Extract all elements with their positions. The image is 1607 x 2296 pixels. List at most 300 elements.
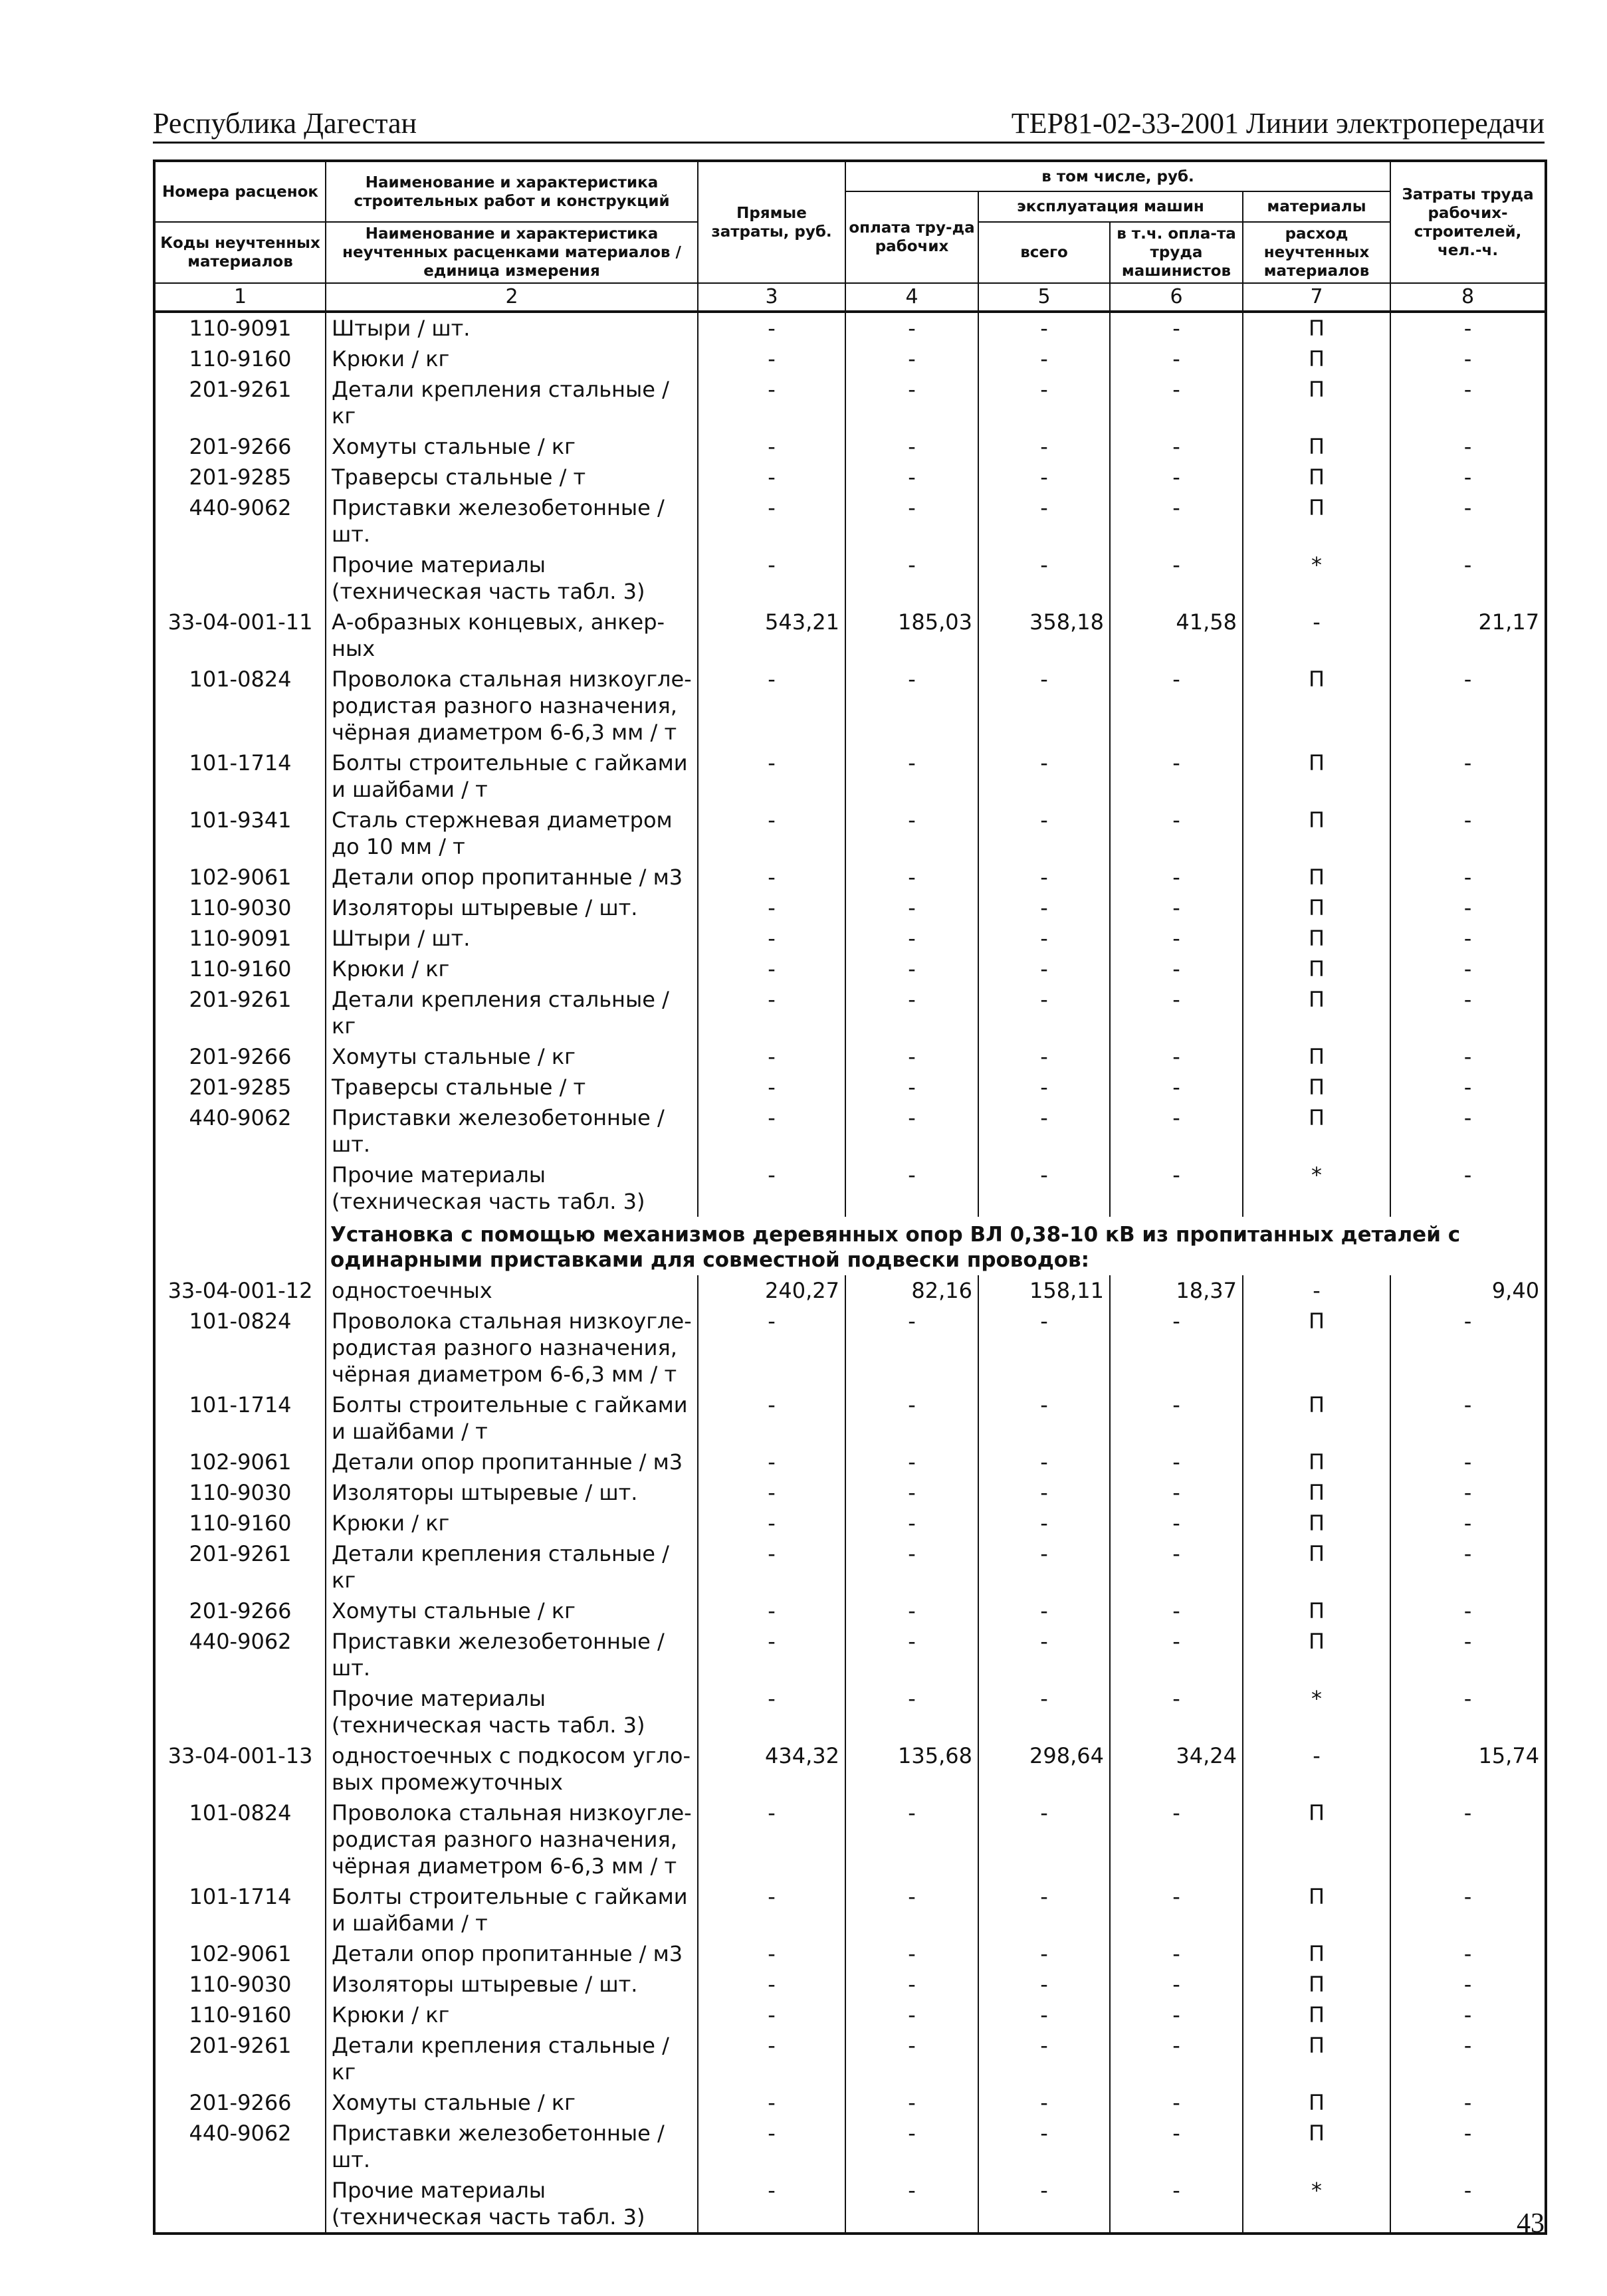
machine-cost-total: - bbox=[978, 923, 1110, 954]
material-name: Детали крепления стальные / кг bbox=[326, 984, 698, 1041]
machinist-labor-cost: - bbox=[1110, 954, 1243, 984]
page-number: 43 bbox=[1517, 2208, 1545, 2239]
labor-hours: - bbox=[1390, 1160, 1546, 1217]
machinist-labor-cost: - bbox=[1110, 1447, 1243, 1477]
machinist-labor-cost: - bbox=[1110, 664, 1243, 748]
material-name: Проволока стальная низкоугле-родистая разного назначения, чёрная диаметром 6-6,3 мм / т bbox=[326, 1306, 698, 1390]
material-name: Прочие материалы (техническая часть табл. 3) bbox=[326, 1160, 698, 1217]
material-row bbox=[154, 492, 1546, 550]
material-consumption: П bbox=[1243, 492, 1390, 550]
material-consumption: П bbox=[1243, 664, 1390, 748]
material-row bbox=[154, 1626, 1546, 1683]
machine-cost-total: - bbox=[978, 550, 1110, 607]
material-name: Траверсы стальные / т bbox=[326, 1072, 698, 1102]
material-name: Штыри / шт. bbox=[326, 923, 698, 954]
machinist-labor-cost: - bbox=[1110, 462, 1243, 492]
labor-cost: - bbox=[845, 1881, 978, 1938]
material-code: 201-9261 bbox=[154, 984, 326, 1041]
material-row bbox=[154, 954, 1546, 984]
machinist-labor-cost: - bbox=[1110, 1798, 1243, 1881]
material-name: Детали опор пропитанные / м3 bbox=[326, 1938, 698, 1969]
machinist-labor-cost: - bbox=[1110, 892, 1243, 923]
material-name: Болты строительные с гайками и шайбами / т bbox=[326, 748, 698, 805]
direct-costs: - bbox=[698, 1538, 845, 1596]
labor-cost: - bbox=[845, 1938, 978, 1969]
labor-cost: - bbox=[845, 2000, 978, 2030]
direct-costs: 240,27 bbox=[698, 1275, 845, 1306]
direct-costs: 543,21 bbox=[698, 607, 845, 664]
machinist-labor-cost: - bbox=[1110, 492, 1243, 550]
direct-costs: - bbox=[698, 1881, 845, 1938]
table-header bbox=[154, 161, 1546, 312]
labor-hours: 21,17 bbox=[1390, 607, 1546, 664]
work-name: А-образных концевых, анкер-ных bbox=[326, 607, 698, 664]
material-row bbox=[154, 1538, 1546, 1596]
machinist-labor-cost: - bbox=[1110, 2000, 1243, 2030]
material-row bbox=[154, 748, 1546, 805]
machine-cost-total: - bbox=[978, 892, 1110, 923]
labor-cost: - bbox=[845, 1390, 978, 1447]
material-row bbox=[154, 1390, 1546, 1447]
material-name: Изоляторы штыревые / шт. bbox=[326, 892, 698, 923]
material-code: 201-9266 bbox=[154, 2087, 326, 2118]
section-heading: Установка с помощью механизмов деревянных опор ВЛ 0,38-10 кВ из пропитанных деталей с одинарными приставками для совместной подвески проводов: bbox=[326, 1217, 1546, 1275]
material-code: 201-9266 bbox=[154, 431, 326, 462]
material-code: 102-9061 bbox=[154, 862, 326, 892]
material-consumption: П bbox=[1243, 1938, 1390, 1969]
material-consumption: - bbox=[1243, 1740, 1390, 1798]
labor-hours: - bbox=[1390, 1798, 1546, 1881]
material-code: 440-9062 bbox=[154, 1626, 326, 1683]
labor-hours: - bbox=[1390, 1508, 1546, 1538]
machine-cost-total: - bbox=[978, 1798, 1110, 1881]
machinist-labor-cost: 18,37 bbox=[1110, 1275, 1243, 1306]
machinist-labor-cost: - bbox=[1110, 344, 1243, 374]
material-name: Прочие материалы (техническая часть табл. 3) bbox=[326, 1683, 698, 1740]
material-row bbox=[154, 1160, 1546, 1217]
machinist-labor-cost: - bbox=[1110, 1683, 1243, 1740]
direct-costs: - bbox=[698, 1306, 845, 1390]
material-code: 440-9062 bbox=[154, 2118, 326, 2175]
material-code: 110-9030 bbox=[154, 1477, 326, 1508]
material-row bbox=[154, 1306, 1546, 1390]
material-name: Сталь стержневая диаметром до 10 мм / т bbox=[326, 805, 698, 862]
machinist-labor-cost: - bbox=[1110, 1477, 1243, 1508]
labor-hours: - bbox=[1390, 1306, 1546, 1390]
direct-costs: - bbox=[698, 1041, 845, 1072]
machinist-labor-cost: - bbox=[1110, 1538, 1243, 1596]
labor-hours: - bbox=[1390, 984, 1546, 1041]
labor-cost: - bbox=[845, 1041, 978, 1072]
header-col2-bottom: Наименование и характеристика неучтенных расценками материалов / единица измерения bbox=[326, 222, 698, 283]
labor-hours: - bbox=[1390, 2000, 1546, 2030]
labor-cost: - bbox=[845, 805, 978, 862]
material-row bbox=[154, 892, 1546, 923]
labor-cost: - bbox=[845, 892, 978, 923]
material-code: 101-1714 bbox=[154, 748, 326, 805]
material-row bbox=[154, 374, 1546, 431]
material-consumption: П bbox=[1243, 462, 1390, 492]
material-consumption: П bbox=[1243, 1969, 1390, 2000]
direct-costs: - bbox=[698, 344, 845, 374]
machinist-labor-cost: - bbox=[1110, 984, 1243, 1041]
labor-hours: - bbox=[1390, 2118, 1546, 2175]
labor-cost: - bbox=[845, 374, 978, 431]
material-code: 110-9160 bbox=[154, 344, 326, 374]
material-name: Хомуты стальные / кг bbox=[326, 431, 698, 462]
header-col2-top: Наименование и характеристика строительных работ и конструкций bbox=[326, 161, 698, 222]
column-number: 6 bbox=[1110, 283, 1243, 312]
machinist-labor-cost: - bbox=[1110, 1390, 1243, 1447]
labor-hours: - bbox=[1390, 312, 1546, 344]
labor-cost: - bbox=[845, 1306, 978, 1390]
labor-hours: - bbox=[1390, 1938, 1546, 1969]
machine-cost-total: - bbox=[978, 1072, 1110, 1102]
machinist-labor-cost: - bbox=[1110, 1102, 1243, 1160]
material-name: Крюки / кг bbox=[326, 2000, 698, 2030]
material-code: 201-9266 bbox=[154, 1596, 326, 1626]
labor-hours: - bbox=[1390, 1596, 1546, 1626]
machinist-labor-cost: - bbox=[1110, 1072, 1243, 1102]
direct-costs: - bbox=[698, 1160, 845, 1217]
machine-cost-total: - bbox=[978, 462, 1110, 492]
machine-cost-total: - bbox=[978, 492, 1110, 550]
material-consumption: П bbox=[1243, 892, 1390, 923]
direct-costs: - bbox=[698, 984, 845, 1041]
material-consumption: П bbox=[1243, 374, 1390, 431]
machinist-labor-cost: - bbox=[1110, 374, 1243, 431]
material-consumption: П bbox=[1243, 312, 1390, 344]
section-heading-row bbox=[154, 1217, 1546, 1275]
material-row bbox=[154, 344, 1546, 374]
labor-hours: - bbox=[1390, 550, 1546, 607]
material-consumption: П bbox=[1243, 1306, 1390, 1390]
material-code bbox=[154, 1160, 326, 1217]
material-name: Крюки / кг bbox=[326, 954, 698, 984]
labor-hours: - bbox=[1390, 1683, 1546, 1740]
labor-cost: - bbox=[845, 431, 978, 462]
header-col4: оплата тру-да рабочих bbox=[845, 191, 978, 283]
material-row bbox=[154, 2175, 1546, 2234]
direct-costs: - bbox=[698, 312, 845, 344]
labor-hours: - bbox=[1390, 344, 1546, 374]
material-consumption: П bbox=[1243, 1798, 1390, 1881]
material-consumption: П bbox=[1243, 2030, 1390, 2087]
column-number: 4 bbox=[845, 283, 978, 312]
column-number: 8 bbox=[1390, 283, 1546, 312]
material-code: 101-0824 bbox=[154, 1306, 326, 1390]
header-col6: в т.ч. опла-та труда машинистов bbox=[1110, 222, 1243, 283]
machine-cost-total: - bbox=[978, 984, 1110, 1041]
material-row bbox=[154, 1477, 1546, 1508]
material-code: 201-9261 bbox=[154, 2030, 326, 2087]
work-item-row bbox=[154, 607, 1546, 664]
machinist-labor-cost: - bbox=[1110, 2175, 1243, 2234]
labor-hours: - bbox=[1390, 2175, 1546, 2234]
labor-cost: - bbox=[845, 1798, 978, 1881]
machinist-labor-cost: - bbox=[1110, 1881, 1243, 1938]
direct-costs: - bbox=[698, 1508, 845, 1538]
labor-cost: - bbox=[845, 954, 978, 984]
material-row bbox=[154, 923, 1546, 954]
labor-cost: - bbox=[845, 550, 978, 607]
material-consumption: П bbox=[1243, 1390, 1390, 1447]
machine-cost-total: - bbox=[978, 954, 1110, 984]
column-number: 3 bbox=[698, 283, 845, 312]
material-consumption: П bbox=[1243, 1508, 1390, 1538]
direct-costs: - bbox=[698, 550, 845, 607]
machinist-labor-cost: - bbox=[1110, 1041, 1243, 1072]
machine-cost-total: - bbox=[978, 1508, 1110, 1538]
direct-costs: - bbox=[698, 923, 845, 954]
material-name: Проволока стальная низкоугле-родистая разного назначения, чёрная диаметром 6-6,3 мм / т bbox=[326, 664, 698, 748]
material-consumption: П bbox=[1243, 984, 1390, 1041]
material-row bbox=[154, 312, 1546, 344]
labor-hours: - bbox=[1390, 2087, 1546, 2118]
machine-cost-total: - bbox=[978, 2175, 1110, 2234]
direct-costs: - bbox=[698, 2175, 845, 2234]
machinist-labor-cost: - bbox=[1110, 431, 1243, 462]
machinist-labor-cost: - bbox=[1110, 2030, 1243, 2087]
machine-cost-total: - bbox=[978, 1306, 1110, 1390]
column-number: 7 bbox=[1243, 283, 1390, 312]
material-consumption: П bbox=[1243, 344, 1390, 374]
labor-hours: 9,40 bbox=[1390, 1275, 1546, 1306]
machinist-labor-cost: 41,58 bbox=[1110, 607, 1243, 664]
header-group-in-total: в том числе, руб. bbox=[845, 161, 1390, 191]
machinist-labor-cost: - bbox=[1110, 1160, 1243, 1217]
direct-costs: - bbox=[698, 1969, 845, 2000]
material-consumption: П bbox=[1243, 431, 1390, 462]
direct-costs: - bbox=[698, 1447, 845, 1477]
material-name: Детали опор пропитанные / м3 bbox=[326, 1447, 698, 1477]
direct-costs: - bbox=[698, 431, 845, 462]
header-col3: Прямые затраты, руб. bbox=[698, 161, 845, 283]
machinist-labor-cost: - bbox=[1110, 862, 1243, 892]
machine-cost-total: - bbox=[978, 1626, 1110, 1683]
labor-cost: - bbox=[845, 748, 978, 805]
machine-cost-total: - bbox=[978, 805, 1110, 862]
material-row bbox=[154, 550, 1546, 607]
labor-cost: - bbox=[845, 1683, 978, 1740]
material-row bbox=[154, 1508, 1546, 1538]
labor-cost: - bbox=[845, 1160, 978, 1217]
machine-cost-total: - bbox=[978, 2030, 1110, 2087]
material-name: Штыри / шт. bbox=[326, 312, 698, 344]
material-consumption: П bbox=[1243, 1072, 1390, 1102]
labor-hours: - bbox=[1390, 1041, 1546, 1072]
labor-cost: - bbox=[845, 2030, 978, 2087]
labor-hours: - bbox=[1390, 862, 1546, 892]
machine-cost-total: 298,64 bbox=[978, 1740, 1110, 1798]
material-code: 110-9030 bbox=[154, 1969, 326, 2000]
labor-hours: - bbox=[1390, 1538, 1546, 1596]
material-row bbox=[154, 1072, 1546, 1102]
material-consumption: П bbox=[1243, 1538, 1390, 1596]
material-name: Прочие материалы (техническая часть табл. 3) bbox=[326, 2175, 698, 2234]
material-row bbox=[154, 2030, 1546, 2087]
labor-cost: - bbox=[845, 1508, 978, 1538]
material-consumption: П bbox=[1243, 748, 1390, 805]
material-name: Детали крепления стальные / кг bbox=[326, 2030, 698, 2087]
direct-costs: - bbox=[698, 892, 845, 923]
direct-costs: - bbox=[698, 862, 845, 892]
work-item-row bbox=[154, 1275, 1546, 1306]
material-code: 101-0824 bbox=[154, 664, 326, 748]
material-consumption: П bbox=[1243, 805, 1390, 862]
labor-cost: - bbox=[845, 1447, 978, 1477]
work-name: одностоечных bbox=[326, 1275, 698, 1306]
material-row bbox=[154, 1969, 1546, 2000]
material-name: Крюки / кг bbox=[326, 1508, 698, 1538]
direct-costs: - bbox=[698, 2030, 845, 2087]
direct-costs: - bbox=[698, 1102, 845, 1160]
machine-cost-total: - bbox=[978, 1041, 1110, 1072]
labor-hours: - bbox=[1390, 1477, 1546, 1508]
material-row bbox=[154, 805, 1546, 862]
direct-costs: - bbox=[698, 748, 845, 805]
direct-costs: - bbox=[698, 1683, 845, 1740]
machinist-labor-cost: - bbox=[1110, 1969, 1243, 2000]
material-code: 110-9030 bbox=[154, 892, 326, 923]
price-table bbox=[153, 159, 1547, 2235]
machinist-labor-cost: - bbox=[1110, 805, 1243, 862]
material-name: Проволока стальная низкоугле-родистая разного назначения, чёрная диаметром 6-6,3 мм / т bbox=[326, 1798, 698, 1881]
labor-hours: 15,74 bbox=[1390, 1740, 1546, 1798]
header-col7: расход неучтенных материалов bbox=[1243, 222, 1390, 283]
material-row bbox=[154, 664, 1546, 748]
labor-cost: 82,16 bbox=[845, 1275, 978, 1306]
direct-costs: - bbox=[698, 2118, 845, 2175]
machine-cost-total: - bbox=[978, 1938, 1110, 1969]
machine-cost-total: - bbox=[978, 344, 1110, 374]
labor-cost: - bbox=[845, 1538, 978, 1596]
material-row bbox=[154, 431, 1546, 462]
column-number: 2 bbox=[326, 283, 698, 312]
column-number: 5 bbox=[978, 283, 1110, 312]
labor-cost: - bbox=[845, 1626, 978, 1683]
column-number-row bbox=[154, 283, 1546, 312]
direct-costs: - bbox=[698, 2000, 845, 2030]
machine-cost-total: - bbox=[978, 1477, 1110, 1508]
labor-cost: 135,68 bbox=[845, 1740, 978, 1798]
material-consumption: П bbox=[1243, 954, 1390, 984]
material-code bbox=[154, 2175, 326, 2234]
material-code: 201-9261 bbox=[154, 1538, 326, 1596]
machine-cost-total: - bbox=[978, 862, 1110, 892]
header-document-code: ТЕР81-02-33-2001 Линии электропередачи bbox=[1011, 107, 1545, 140]
material-code: 110-9160 bbox=[154, 2000, 326, 2030]
column-number: 1 bbox=[154, 283, 326, 312]
machine-cost-total: - bbox=[978, 1881, 1110, 1938]
material-name: Хомуты стальные / кг bbox=[326, 2087, 698, 2118]
direct-costs: - bbox=[698, 1390, 845, 1447]
material-code: 102-9061 bbox=[154, 1447, 326, 1477]
labor-hours: - bbox=[1390, 2030, 1546, 2087]
material-consumption: П bbox=[1243, 2118, 1390, 2175]
rate-code: 33-04-001-13 bbox=[154, 1740, 326, 1798]
material-code bbox=[154, 550, 326, 607]
material-name: Приставки железобетонные /шт. bbox=[326, 1626, 698, 1683]
machinist-labor-cost: - bbox=[1110, 1596, 1243, 1626]
material-name: Хомуты стальные / кг bbox=[326, 1596, 698, 1626]
direct-costs: - bbox=[698, 2087, 845, 2118]
machine-cost-total: - bbox=[978, 374, 1110, 431]
direct-costs: - bbox=[698, 805, 845, 862]
material-name: Детали крепления стальные / кг bbox=[326, 1538, 698, 1596]
labor-hours: - bbox=[1390, 1390, 1546, 1447]
rate-code: 33-04-001-12 bbox=[154, 1275, 326, 1306]
material-code: 110-9091 bbox=[154, 312, 326, 344]
machine-cost-total: - bbox=[978, 664, 1110, 748]
material-consumption: П bbox=[1243, 2000, 1390, 2030]
material-row bbox=[154, 1798, 1546, 1881]
labor-hours: - bbox=[1390, 892, 1546, 923]
labor-cost: - bbox=[845, 492, 978, 550]
machine-cost-total: - bbox=[978, 1390, 1110, 1447]
work-name: одностоечных с подкосом угло-вых промежуточных bbox=[326, 1740, 698, 1798]
labor-cost: - bbox=[845, 2118, 978, 2175]
header-region: Республика Дагестан bbox=[153, 107, 417, 140]
machine-cost-total: - bbox=[978, 748, 1110, 805]
machinist-labor-cost: - bbox=[1110, 748, 1243, 805]
material-code: 201-9266 bbox=[154, 1041, 326, 1072]
material-name: Болты строительные с гайками и шайбами / т bbox=[326, 1881, 698, 1938]
labor-cost: - bbox=[845, 1969, 978, 2000]
machinist-labor-cost: - bbox=[1110, 312, 1243, 344]
direct-costs: - bbox=[698, 1072, 845, 1102]
material-code: 110-9091 bbox=[154, 923, 326, 954]
header-col1-top: Номера расценок bbox=[154, 161, 326, 222]
direct-costs: - bbox=[698, 492, 845, 550]
material-consumption: * bbox=[1243, 1160, 1390, 1217]
labor-cost: - bbox=[845, 1477, 978, 1508]
labor-hours: - bbox=[1390, 805, 1546, 862]
labor-hours: - bbox=[1390, 1447, 1546, 1477]
machine-cost-total: - bbox=[978, 1683, 1110, 1740]
material-consumption: - bbox=[1243, 1275, 1390, 1306]
material-name: Приставки железобетонные /шт. bbox=[326, 492, 698, 550]
labor-hours: - bbox=[1390, 374, 1546, 431]
material-name: Изоляторы штыревые / шт. bbox=[326, 1969, 698, 2000]
direct-costs: - bbox=[698, 462, 845, 492]
labor-cost: 185,03 bbox=[845, 607, 978, 664]
material-row bbox=[154, 1938, 1546, 1969]
labor-cost: - bbox=[845, 462, 978, 492]
labor-hours: - bbox=[1390, 1969, 1546, 2000]
machine-cost-total: - bbox=[978, 431, 1110, 462]
machinist-labor-cost: - bbox=[1110, 1306, 1243, 1390]
machinist-labor-cost: 34,24 bbox=[1110, 1740, 1243, 1798]
machinist-labor-cost: - bbox=[1110, 2118, 1243, 2175]
labor-hours: - bbox=[1390, 1072, 1546, 1102]
material-name: Траверсы стальные / т bbox=[326, 462, 698, 492]
machine-cost-total: - bbox=[978, 2000, 1110, 2030]
direct-costs: - bbox=[698, 954, 845, 984]
header-col5: всего bbox=[978, 222, 1110, 283]
material-code: 440-9062 bbox=[154, 1102, 326, 1160]
material-row bbox=[154, 1447, 1546, 1477]
material-name: Изоляторы штыревые / шт. bbox=[326, 1477, 698, 1508]
machinist-labor-cost: - bbox=[1110, 1508, 1243, 1538]
material-name: Приставки железобетонные /шт. bbox=[326, 1102, 698, 1160]
material-row bbox=[154, 2000, 1546, 2030]
labor-cost: - bbox=[845, 1596, 978, 1626]
header-col1-bottom: Коды неучтенных материалов bbox=[154, 222, 326, 283]
material-consumption: П bbox=[1243, 1477, 1390, 1508]
machine-cost-total: - bbox=[978, 312, 1110, 344]
table-body bbox=[154, 312, 1546, 2234]
